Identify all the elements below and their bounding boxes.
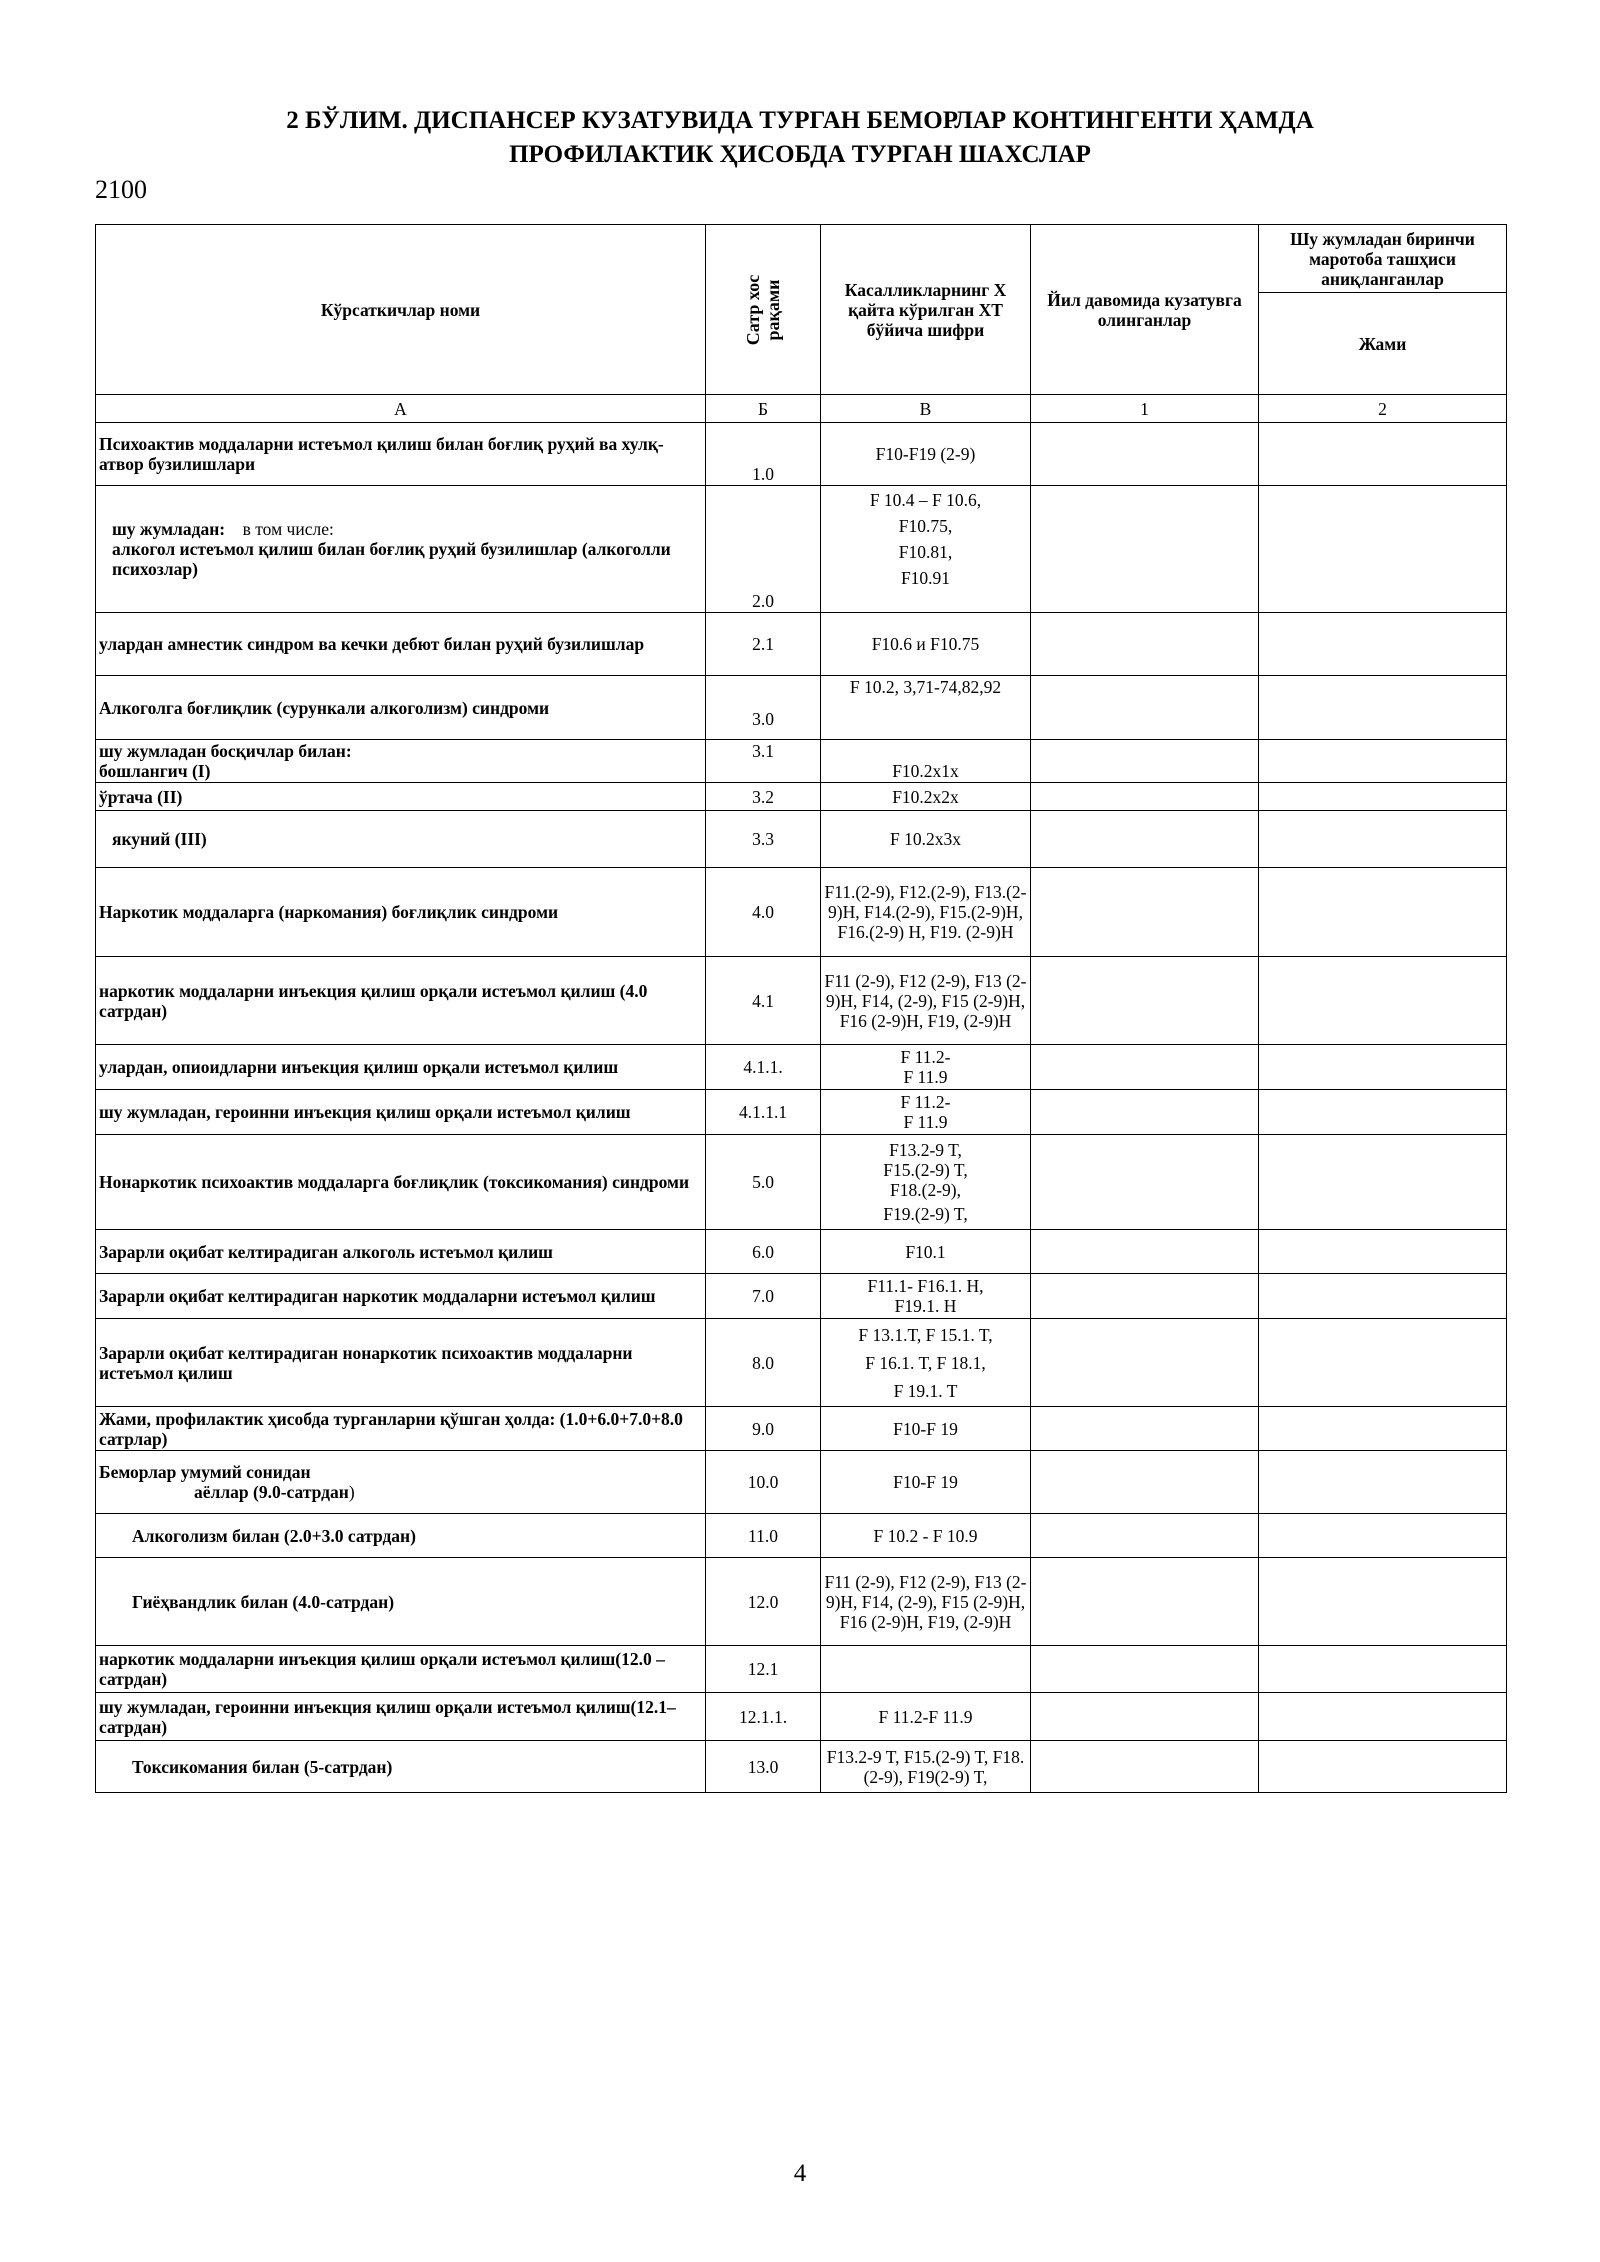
icd-code: F10.2x1x — [821, 740, 1031, 783]
icd-code — [821, 1319, 1031, 1407]
icd-code-line: F11.1- F16.1. H, — [867, 1276, 984, 1296]
value-cell-first[interactable] — [1259, 676, 1507, 740]
row-number: 4.1 — [706, 957, 821, 1045]
indicator-name: Алкоголга боғлиқлик (сурункали алкоголизм) синдроми — [96, 676, 706, 740]
table-row — [96, 1230, 1507, 1274]
value-cell-year[interactable] — [1031, 1646, 1259, 1693]
table-row — [96, 957, 1507, 1045]
table-row — [96, 1407, 1507, 1451]
table-row — [96, 423, 1507, 486]
icd-code-line: F18.(2-9), — [890, 1180, 961, 1200]
value-cell-year[interactable] — [1031, 1319, 1259, 1407]
column-letter-b: Б — [706, 395, 821, 423]
icd-code-line: F19.(2-9) T, — [883, 1204, 968, 1224]
column-letter-2: 2 — [1259, 395, 1507, 423]
indicator-name-main-text: аёллар (9.0-сатрдан — [194, 1482, 349, 1502]
value-cell-year[interactable] — [1031, 676, 1259, 740]
icd-code: F10.2x2x — [821, 783, 1031, 811]
value-cell-first[interactable] — [1259, 1045, 1507, 1090]
indicator-name — [96, 1451, 706, 1514]
icd-code: F11 (2-9), F12 (2-9), F13 (2-9)H, F14, (2-9), F15 (2-9)H, F16 (2-9)H, F19, (2-9)H — [821, 1558, 1031, 1646]
indicator-name: якуний (III) — [96, 811, 706, 868]
value-cell-year[interactable] — [1031, 1230, 1259, 1274]
value-cell-year[interactable] — [1031, 783, 1259, 811]
value-cell-year[interactable] — [1031, 613, 1259, 676]
value-cell-first[interactable] — [1259, 1230, 1507, 1274]
icd-code-line: F10.91 — [900, 568, 951, 588]
indicator-name-prefix: шу жумладан босқичлар билан: — [99, 741, 352, 761]
icd-code — [821, 486, 1031, 613]
page-title — [95, 104, 1505, 172]
value-cell-first[interactable] — [1259, 811, 1507, 868]
indicator-name — [96, 486, 706, 613]
value-cell-year[interactable] — [1031, 1514, 1259, 1558]
row-number: 7.0 — [706, 1274, 821, 1319]
header-row-1 — [96, 225, 1507, 293]
value-cell-first[interactable] — [1259, 1451, 1507, 1514]
indicator-name: Гиёҳвандлик билан (4.0-сатрдан) — [96, 1558, 706, 1646]
table-row — [96, 486, 1507, 613]
icd-code: F10.6 и F10.75 — [821, 613, 1031, 676]
value-cell-first[interactable] — [1259, 1319, 1507, 1407]
icd-code: F 11.2-F 11.9 — [821, 1693, 1031, 1741]
row-number: 2.1 — [706, 613, 821, 676]
icd-code: F 10.2 - F 10.9 — [821, 1514, 1031, 1558]
header-row-number — [706, 225, 821, 395]
row-number: 5.0 — [706, 1135, 821, 1230]
icd-code — [821, 1646, 1031, 1693]
row-number: 6.0 — [706, 1230, 821, 1274]
table-row — [96, 1274, 1507, 1319]
indicator-name-main: алкогол истеъмол қилиш билан боғлиқ руҳий бузилишлар (алкоголли психозлар) — [112, 539, 671, 579]
header-row-number-line-1: Сатр хос — [742, 274, 763, 345]
value-cell-first[interactable] — [1259, 1693, 1507, 1741]
row-number: 12.0 — [706, 1558, 821, 1646]
row-number: 8.0 — [706, 1319, 821, 1407]
header-icd-code: Касалликларнинг Х қайта кўрилган ХТ бўйича шифри — [821, 225, 1031, 395]
icd-code-line: F10.75, — [898, 516, 953, 536]
table-row — [96, 811, 1507, 868]
value-cell-first[interactable] — [1259, 613, 1507, 676]
table-row — [96, 1045, 1507, 1090]
table-row — [96, 1514, 1507, 1558]
icd-code-line: F 11.9 — [903, 1067, 948, 1087]
indicator-name: Психоактив моддаларни истеъмол қилиш билан боғлиқ руҳий ва хулқ-атвор бузилишлари — [96, 423, 706, 486]
indicator-name: наркотик моддаларни инъекция қилиш орқали истеъмол қилиш (4.0 сатрдан) — [96, 957, 706, 1045]
icd-code — [821, 1135, 1031, 1230]
value-cell-year[interactable] — [1031, 1090, 1259, 1135]
icd-code: F10-F 19 — [821, 1451, 1031, 1514]
indicator-name-prefix: шу жумладан: — [112, 519, 226, 539]
icd-code-line: F 13.1.T, F 15.1. T, — [858, 1324, 993, 1345]
value-cell-first[interactable] — [1259, 486, 1507, 613]
icd-code — [821, 1274, 1031, 1319]
table-row — [96, 1741, 1507, 1793]
indicator-name-main-tail: ) — [348, 1482, 355, 1502]
value-cell-first[interactable] — [1259, 740, 1507, 783]
icd-code — [821, 1090, 1031, 1135]
indicator-name: наркотик моддаларни инъекция қилиш орқали истеъмол қилиш(12.0 – сатрдан) — [96, 1646, 706, 1693]
column-letters-row — [96, 395, 1507, 423]
value-cell-year[interactable] — [1031, 1558, 1259, 1646]
icd-code: F 10.2x3x — [821, 811, 1031, 868]
value-cell-first[interactable] — [1259, 423, 1507, 486]
value-cell-first[interactable] — [1259, 1090, 1507, 1135]
indicator-name: улардан, опиоидларни инъекция қилиш орқали истеъмол қилиш — [96, 1045, 706, 1090]
table-row — [96, 1135, 1507, 1230]
header-indicator-name: Кўрсаткичлар номи — [96, 225, 706, 395]
icd-code: F11 (2-9), F12 (2-9), F13 (2-9)H, F14, (2-9), F15 (2-9)H, F16 (2-9)H, F19, (2-9)H — [821, 957, 1031, 1045]
indicator-name-russian: в том числе: — [242, 519, 334, 539]
column-letter-1: 1 — [1031, 395, 1259, 423]
value-cell-first[interactable] — [1259, 868, 1507, 957]
row-number: 9.0 — [706, 1407, 821, 1451]
table-row — [96, 1558, 1507, 1646]
table-row — [96, 783, 1507, 811]
icd-code-line: F 11.2- — [900, 1047, 951, 1067]
indicator-name: ўртача (II) — [96, 783, 706, 811]
icd-code-line: F19.1. H — [894, 1296, 957, 1316]
value-cell-first[interactable] — [1259, 1741, 1507, 1793]
table-row — [96, 1693, 1507, 1741]
indicator-name: Наркотик моддаларга (наркомания) боғлиқлик синдроми — [96, 868, 706, 957]
value-cell-first[interactable] — [1259, 1274, 1507, 1319]
row-number: 11.0 — [706, 1514, 821, 1558]
row-number: 4.1.1. — [706, 1045, 821, 1090]
header-row-number-line-2: рақами — [762, 278, 783, 341]
icd-code-line: F10.81, — [898, 542, 953, 562]
value-cell-first[interactable] — [1259, 1646, 1507, 1693]
value-cell-first[interactable] — [1259, 1514, 1507, 1558]
header-first-diagnosed: Шу жумладан биринчи маротоба ташҳиси аниқланганлар — [1259, 225, 1507, 293]
value-cell-year[interactable] — [1031, 1741, 1259, 1793]
report-table — [95, 224, 1507, 1793]
value-cell-first[interactable] — [1259, 1407, 1507, 1451]
table-row — [96, 1646, 1507, 1693]
value-cell-year[interactable] — [1031, 423, 1259, 486]
row-number: 3.2 — [706, 783, 821, 811]
row-number: 3.3 — [706, 811, 821, 868]
header-year-observed: Йил давомида кузатувга олинганлар — [1031, 225, 1259, 395]
table-row — [96, 613, 1507, 676]
icd-code: F13.2-9 T, F15.(2-9) T, F18.(2-9), F19(2-9) T, — [821, 1741, 1031, 1793]
icd-code-line: F 10.4 – F 10.6, — [869, 490, 982, 510]
icd-code: F11.(2-9), F12.(2-9), F13.(2-9)H, F14.(2-9), F15.(2-9)H, F16.(2-9) H, F19. (2-9)H — [821, 868, 1031, 957]
indicator-name-main — [99, 1482, 702, 1502]
value-cell-year[interactable] — [1031, 1045, 1259, 1090]
row-number: 1.0 — [706, 423, 821, 486]
value-cell-year[interactable] — [1031, 957, 1259, 1045]
value-cell-year[interactable] — [1031, 1693, 1259, 1741]
table-row — [96, 740, 1507, 783]
form-code: 2100 — [95, 175, 147, 204]
value-cell-year[interactable] — [1031, 740, 1259, 783]
page-title-line-2: ПРОФИЛАКТИК ҲИСОБДА ТУРГАН ШАХСЛАР — [509, 141, 1091, 168]
value-cell-year[interactable] — [1031, 811, 1259, 868]
table-row — [96, 1090, 1507, 1135]
row-number: 2.0 — [706, 486, 821, 613]
indicator-name: Нонаркотик психоактив моддаларга боғлиқлик (токсикомания) синдроми — [96, 1135, 706, 1230]
value-cell-year[interactable] — [1031, 1451, 1259, 1514]
column-letter-v: В — [821, 395, 1031, 423]
icd-code-line: F15.(2-9) T, — [883, 1160, 968, 1180]
indicator-name: Токсикомания билан (5-сатрдан) — [96, 1741, 706, 1793]
row-number: 4.1.1.1 — [706, 1090, 821, 1135]
value-cell-first[interactable] — [1259, 783, 1507, 811]
icd-code: F10-F 19 — [821, 1407, 1031, 1451]
row-number: 12.1.1. — [706, 1693, 821, 1741]
row-number: 4.0 — [706, 868, 821, 957]
value-cell-year[interactable] — [1031, 1274, 1259, 1319]
value-cell-year[interactable] — [1031, 1407, 1259, 1451]
indicator-name: шу жумладан, героинни инъекция қилиш орқали истеъмол қилиш — [96, 1090, 706, 1135]
row-number: 10.0 — [706, 1451, 821, 1514]
value-cell-year[interactable] — [1031, 486, 1259, 613]
indicator-name — [96, 740, 706, 783]
row-number: 13.0 — [706, 1741, 821, 1793]
icd-code-line: F 19.1. T — [893, 1380, 958, 1401]
indicator-name-prefix: Беморлар умумий сонидан — [99, 1462, 311, 1482]
column-letter-a: А — [96, 395, 706, 423]
icd-code-line: F 16.1. T, F 18.1, — [865, 1352, 986, 1373]
icd-code: F10-F19 (2-9) — [821, 423, 1031, 486]
page-number: 4 — [793, 2160, 807, 2187]
table-row — [96, 1319, 1507, 1407]
indicator-name-main: бошлангич (I) — [99, 761, 211, 781]
indicator-name: Жами, профилактик ҳисобда турганларни қўшган ҳолда: (1.0+6.0+7.0+8.0 сатрлар) — [96, 1407, 706, 1451]
row-number: 12.1 — [706, 1646, 821, 1693]
indicator-name: Зарарли оқибат келтирадиган наркотик моддаларни истеъмол қилиш — [96, 1274, 706, 1319]
value-cell-first[interactable] — [1259, 1558, 1507, 1646]
table-row — [96, 868, 1507, 957]
indicator-name: улардан амнестик синдром ва кечки дебют билан руҳий бузилишлар — [96, 613, 706, 676]
table-row — [96, 676, 1507, 740]
icd-code: F 10.2, 3,71-74,82,92 — [821, 676, 1031, 740]
row-number: 3.1 — [706, 740, 821, 783]
indicator-name: Зарарли оқибат келтирадиган алкоголь истеъмол қилиш — [96, 1230, 706, 1274]
value-cell-first[interactable] — [1259, 1135, 1507, 1230]
icd-code: F10.1 — [821, 1230, 1031, 1274]
indicator-name: шу жумладан, героинни инъекция қилиш орқали истеъмол қилиш(12.1– сатрдан) — [96, 1693, 706, 1741]
value-cell-year[interactable] — [1031, 1135, 1259, 1230]
icd-code-line: F13.2-9 T, — [889, 1140, 962, 1160]
indicator-name: Зарарли оқибат келтирадиган нонаркотик психоактив моддаларни истеъмол қилиш — [96, 1319, 706, 1407]
value-cell-first[interactable] — [1259, 957, 1507, 1045]
value-cell-year[interactable] — [1031, 868, 1259, 957]
page-title-line-1: 2 БЎЛИМ. ДИСПАНСЕР КУЗАТУВИДА ТУРГАН БЕМОРЛАР КОНТИНГЕНТИ ҲАМДА — [286, 107, 1314, 134]
header-total: Жами — [1259, 293, 1507, 395]
icd-code-line: F 11.2- — [900, 1092, 951, 1112]
indicator-name: Алкоголизм билан (2.0+3.0 сатрдан) — [96, 1514, 706, 1558]
row-number: 3.0 — [706, 676, 821, 740]
table-row — [96, 1451, 1507, 1514]
icd-code-line: F 11.9 — [903, 1112, 948, 1132]
icd-code — [821, 1045, 1031, 1090]
